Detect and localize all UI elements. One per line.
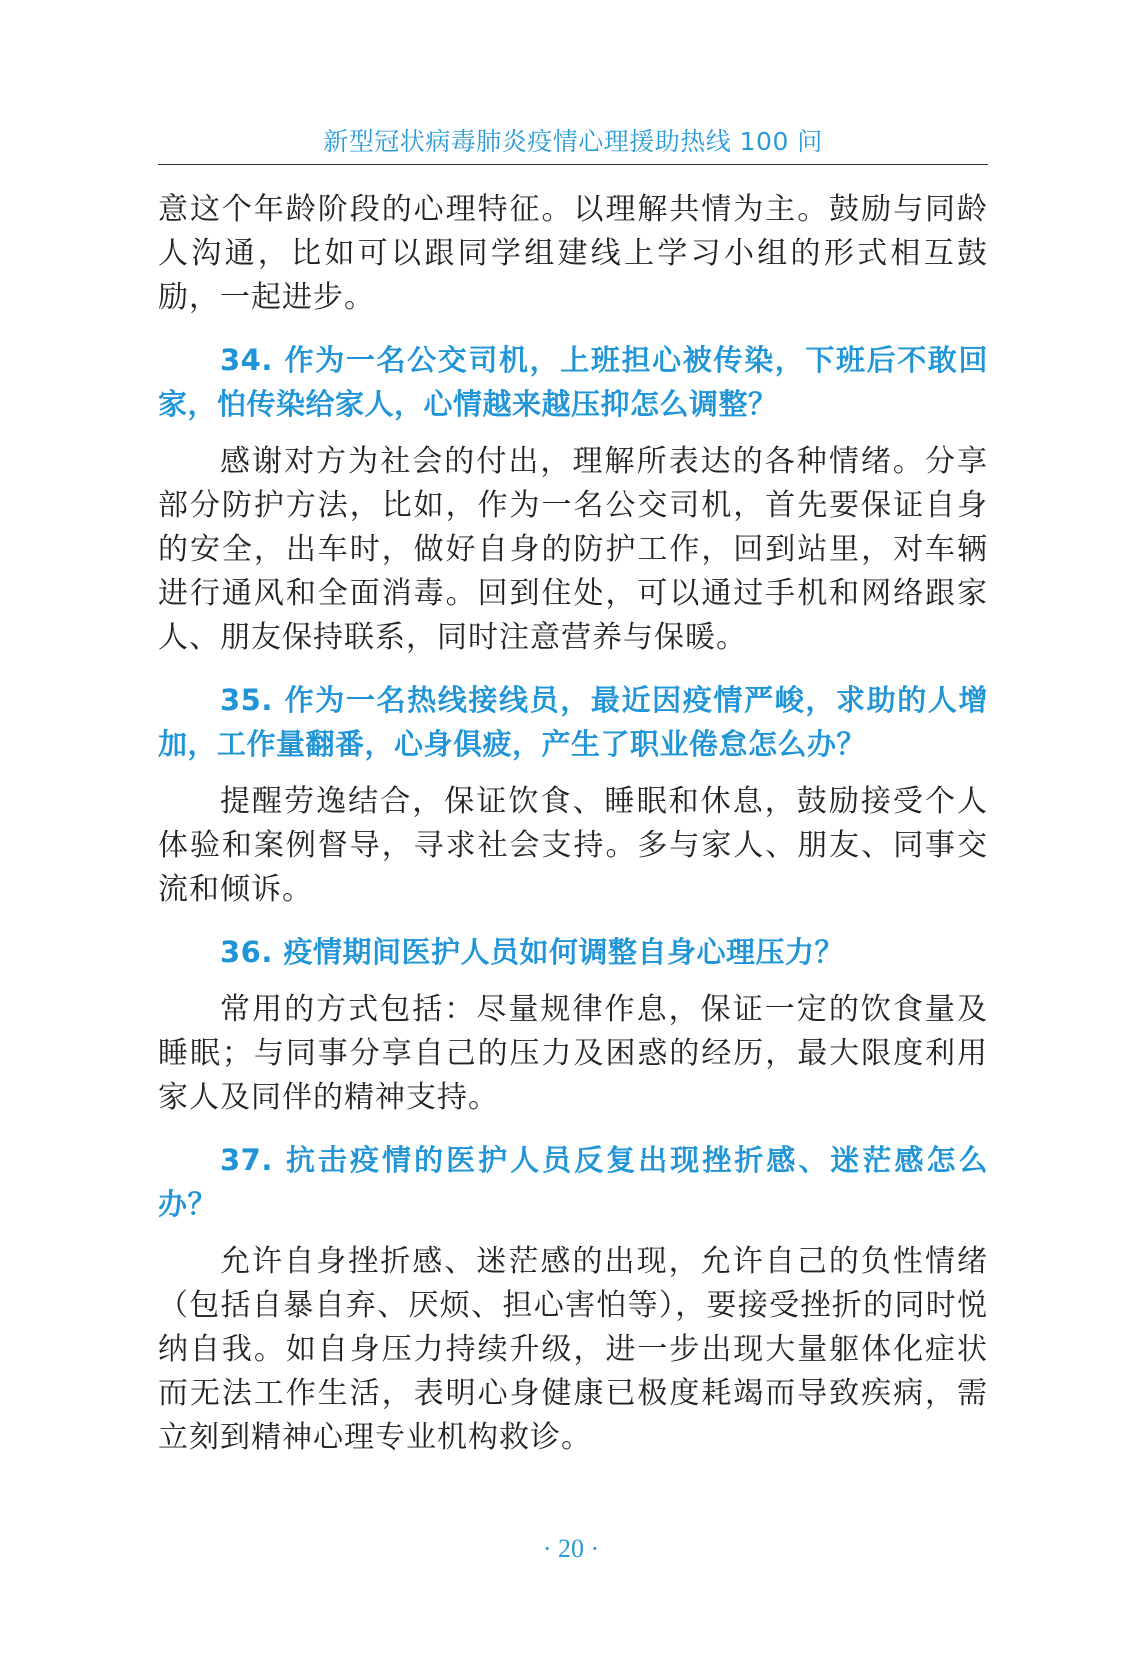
question-34: 34. 作为一名公交司机，上班担心被传染，下班后不敢回家，怕传染给家人，心情越来越压抑怎么调整？ bbox=[158, 343, 988, 421]
answer-37: 允许自身挫折感、迷茫感的出现，允许自己的负性情绪（包括自暴自弃、厌烦、担心害怕等），要接受挫折的同时悦纳自我。如自身压力持续升级，进一步出现大量躯体化症状而无法工作生活，表明心身健康已极度耗竭而导致疾病，需立刻到精神心理专业机构救诊。 bbox=[158, 1244, 988, 1455]
answer-35: 提醒劳逸结合，保证饮食、睡眠和休息，鼓励接受个人体验和案例督导，寻求社会支持。多与家人、朋友、同事交流和倾诉。 bbox=[158, 784, 988, 907]
header-divider bbox=[158, 164, 988, 165]
continuation-paragraph: 意这个年龄阶段的心理特征。以理解共情为主。鼓励与同龄人沟通，比如可以跟同学组建线上学习小组的形式相互鼓励，一起进步。 bbox=[158, 192, 988, 315]
page-content bbox=[158, 188, 988, 1460]
page-number: · 20 · bbox=[542, 1534, 600, 1563]
running-header-title: 新型冠状病毒肺炎疫情心理援助热线 100 问 bbox=[323, 127, 823, 156]
question-36: 36. 疫情期间医护人员如何调整自身心理压力？ bbox=[220, 935, 844, 969]
answer-36: 常用的方式包括：尽量规律作息，保证一定的饮食量及睡眠；与同事分享自己的压力及困惑的经历，最大限度利用家人及同伴的精神支持。 bbox=[158, 992, 988, 1115]
question-37: 37. 抗击疫情的医护人员反复出现挫折感、迷茫感怎么办？ bbox=[158, 1143, 988, 1221]
answer-34: 感谢对方为社会的付出，理解所表达的各种情绪。分享部分防护方法，比如，作为一名公交司机，首先要保证自身的安全，出车时，做好自身的防护工作，回到站里，对车辆进行通风和全面消毒。回到住处，可以通过手机和网络跟家人、朋友保持联系，同时注意营养与保暖。 bbox=[158, 444, 988, 655]
question-35: 35. 作为一名热线接线员，最近因疫情严峻，求助的人增加，工作量翻番，心身俱疲，产生了职业倦怠怎么办？ bbox=[158, 683, 988, 761]
